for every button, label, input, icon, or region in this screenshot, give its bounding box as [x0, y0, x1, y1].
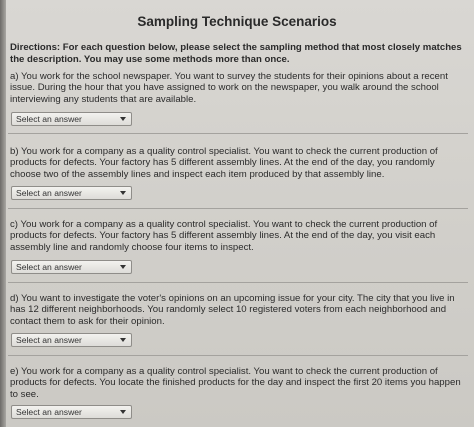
dropdown-arrow-icon: [120, 191, 126, 195]
question-b-text: b) You work for a company as a quality control specialist. You want to check the current production of products for defects. Your factory has 5 different assembly lines. At the end of the day, you randomly choose two of the assembly lines and inspect each item produced by that assembly line.: [10, 146, 438, 180]
question-d-text: d) You want to investigate the voter's opinions on an upcoming issue for your city. The city that you live in has 12 different neighborhoods. You randomly select 10 registered voters from each neighborhood and contact them to ask for their opinion.: [10, 293, 455, 327]
answer-select-c[interactable]: [11, 260, 132, 274]
screen-bezel: [0, 0, 6, 427]
select-value: Select an answer: [16, 188, 82, 198]
page-title: Sampling Technique Scenarios: [137, 14, 337, 29]
divider: [8, 282, 468, 283]
select-value: Select an answer: [16, 114, 82, 124]
answer-select-e[interactable]: [11, 405, 132, 419]
select-value: Select an answer: [16, 335, 82, 345]
question-c-text: c) You work for a company as a quality control specialist. You want to check the current production of products for defects. Your factory has 5 different assembly lines. At the end of the day, you visit each assembly line and randomly choose four items to inspect.: [10, 219, 438, 253]
dropdown-arrow-icon: [120, 338, 126, 342]
select-value: Select an answer: [16, 262, 82, 272]
question-e-text: e) You work for a company as a quality control specialist. You want to check the current production of products for defects. You locate the finished products for the day and inspect the first 20 items you happen to see.: [10, 366, 461, 400]
select-value: Select an answer: [16, 407, 82, 417]
divider: [8, 355, 468, 356]
divider: [8, 208, 468, 209]
answer-select-d[interactable]: [11, 333, 132, 347]
dropdown-arrow-icon: [120, 117, 126, 121]
dropdown-arrow-icon: [120, 410, 126, 414]
divider: [8, 133, 468, 134]
answer-select-a[interactable]: [11, 112, 132, 126]
answer-select-b[interactable]: [11, 186, 132, 200]
directions-text: Directions: For each question below, please select the sampling method that most closely matches the description. You may use some methods more than once.: [10, 42, 462, 65]
dropdown-arrow-icon: [120, 265, 126, 269]
question-a-text: a) You work for the school newspaper. You want to survey the students for their opinions about a recent issue. During the hour that you have assigned to work on the newspaper, you walk around the school interviewing any students that are available.: [10, 71, 448, 105]
